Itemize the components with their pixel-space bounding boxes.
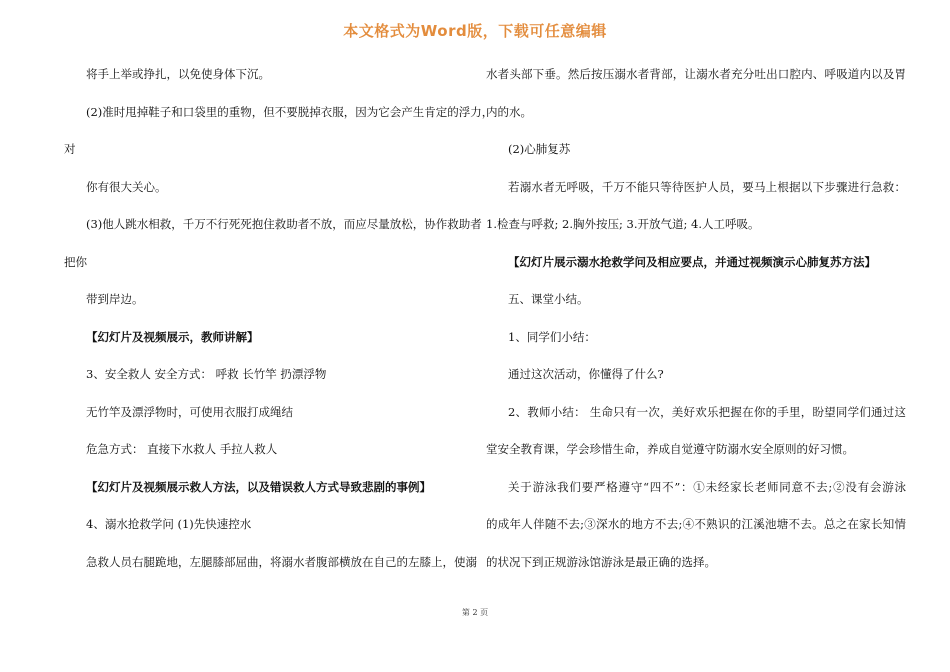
page-number: 第 2 页 (461, 608, 489, 617)
paragraph-line (486, 514, 906, 552)
line-text: 你有很大关心。 (86, 179, 167, 194)
paragraph-line (64, 214, 482, 252)
line-text: 的成年人伴随不去;③深水的地方不去;④不熟识的江溪池塘不去。总之在家长知情 (486, 517, 906, 531)
line-text: 4、溺水抢救学问 (1)先快速控水 (86, 517, 252, 531)
line-text: 【幻灯片及视频展示救人方法，以及错误救人方式导致悲剧的事例】 (86, 479, 431, 494)
line-text: 通过这次活动，你懂得了什么? (508, 367, 664, 381)
paragraph-line (64, 289, 474, 327)
slide-note-line (486, 252, 906, 290)
paragraph-line (486, 139, 906, 177)
line-text: 急救人员右腿跪地，左腿膝部屈曲，将溺水者腹部横放在自己的左膝上，使溺 (86, 554, 477, 569)
line-text: 危急方式： 直接下水救人 手拉人救人 (86, 442, 278, 456)
line-text: 2、教师小结： 生命只有一次，美好欢乐把握在你的手里，盼望同学们通过这 (508, 404, 906, 419)
paragraph-line (64, 64, 474, 102)
paragraph-line (486, 327, 906, 365)
line-text: 1.检查与呼救; 2.胸外按压; 3.开放气道; 4.人工呼吸。 (486, 217, 760, 231)
paragraph-line (64, 552, 477, 590)
line-text: 对 (64, 142, 76, 156)
line-text: 堂安全教育课，学会珍惜生命，养成自觉遵守防溺水安全原则的好习惯。 (486, 442, 854, 456)
paragraph-line (486, 177, 906, 215)
right-column (486, 64, 906, 589)
paragraph-line (486, 439, 906, 477)
paragraph-line (64, 439, 474, 477)
paragraph-line (486, 64, 906, 102)
paragraph-line (486, 552, 906, 590)
paragraph-line (64, 177, 474, 215)
paragraph-line (486, 214, 906, 252)
format-banner: 本文格式为Word版，下载可任意编辑 (343, 22, 607, 40)
line-text: 水者头部下垂。然后按压溺水者背部，让溺水者充分吐出口腔内、呼吸道内以及胃 (486, 67, 906, 81)
line-text: 【幻灯片展示溺水抢救学问及相应要点，并通过视频演示心肺复苏方法】 (508, 254, 876, 269)
line-text: 将手上举或挣扎，以免使身体下沉。 (86, 67, 270, 81)
paragraph-line (486, 102, 906, 140)
paragraph-line (486, 477, 906, 515)
slide-note-line (64, 477, 474, 515)
line-text: 3、安全救人 安全方式： 呼救 长竹竿 扔漂浮物 (86, 367, 327, 381)
line-text: 无竹竿及漂浮物时，可使用衣服打成绳结 (86, 404, 293, 419)
left-column (64, 64, 494, 589)
line-text: 五、课堂小结。 (508, 292, 589, 306)
line-text: 的状况下到正规游泳馆游泳是最正确的选择。 (486, 554, 716, 569)
paragraph-line (486, 402, 906, 440)
line-text: 把你 (64, 254, 87, 269)
slide-note-line (64, 327, 474, 365)
paragraph-line (64, 252, 474, 290)
line-text: (2)准时甩掉鞋子和口袋里的重物，但不要脱掉衣服，因为它会产生肯定的浮力， (86, 104, 494, 119)
line-text: 1、同学们小结： (508, 329, 596, 344)
line-text: (2)心肺复苏 (508, 142, 571, 156)
line-text: 【幻灯片及视频展示，教师讲解】 (86, 329, 259, 344)
paragraph-line (64, 102, 494, 140)
paragraph-line (64, 402, 474, 440)
line-text: (3)他人跳水相救，千万不行死死抱住救助者不放，而应尽量放松，协作救助者 (86, 217, 482, 231)
line-text: 内的水。 (486, 104, 532, 119)
paragraph-line (64, 364, 474, 402)
paragraph-line (486, 364, 906, 402)
line-text: 带到岸边。 (86, 292, 144, 306)
paragraph-line (64, 139, 474, 177)
line-text: 关于游泳我们要严格遵守“四不”：①未经家长老师同意不去;②没有会游泳 (508, 479, 906, 494)
section-heading (486, 289, 906, 327)
line-text: 若溺水者无呼吸，千万不能只等待医护人员，要马上根据以下步骤进行急救： (508, 179, 906, 194)
paragraph-line (64, 514, 474, 552)
